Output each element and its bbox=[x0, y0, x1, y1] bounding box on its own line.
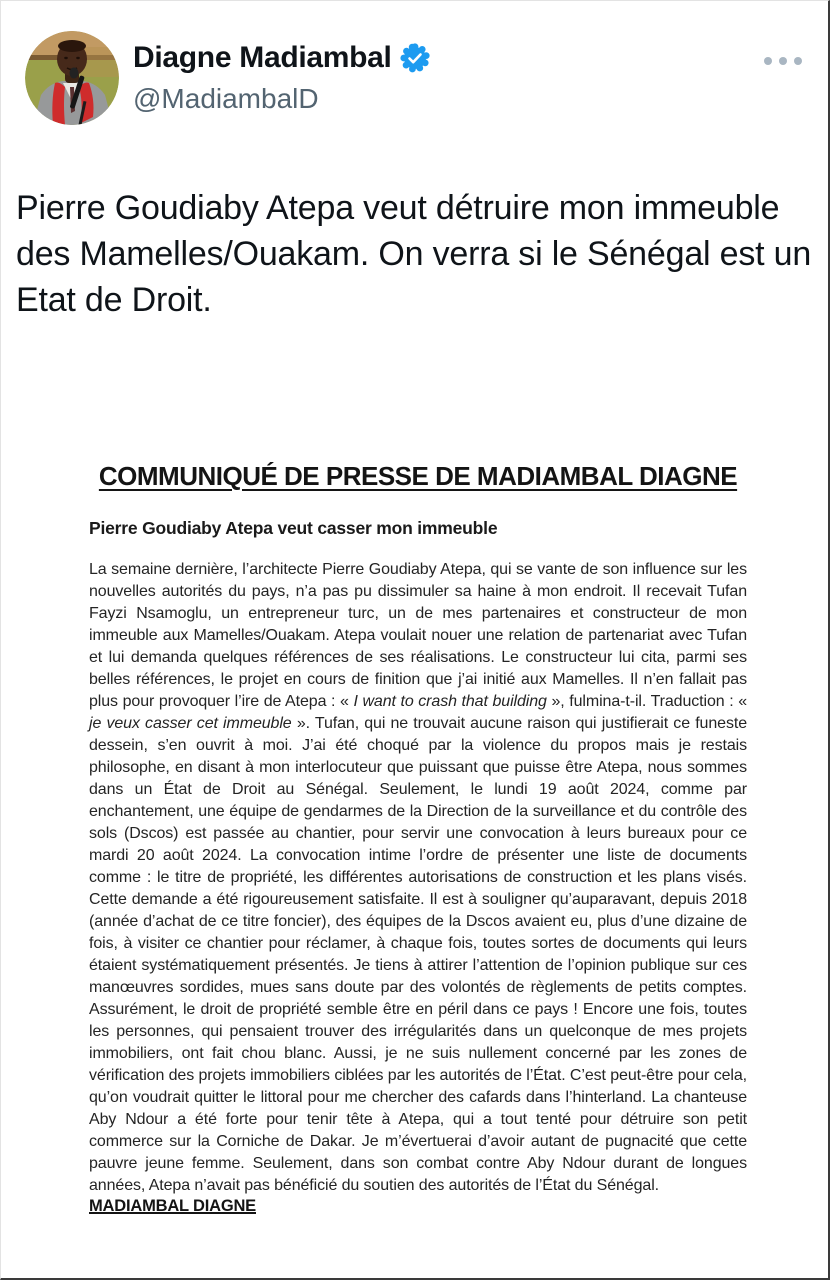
verified-badge-icon bbox=[400, 43, 430, 73]
author-row bbox=[133, 41, 430, 75]
avatar[interactable] bbox=[25, 31, 119, 125]
document-signature: MADIAMBAL DIAGNE bbox=[89, 1197, 256, 1215]
tweet-text: Pierre Goudiaby Atepa veut détruire mon immeuble des Mamelles/Ouakam. On verra si le Sénégal est un Etat de Droit. bbox=[16, 189, 812, 319]
avatar-image bbox=[25, 31, 119, 125]
author-name[interactable]: Diagne Madiambal bbox=[133, 41, 392, 74]
more-horizontal-icon bbox=[764, 57, 772, 65]
author-handle[interactable]: @MadiambalD bbox=[133, 83, 319, 114]
document-title: COMMUNIQUÉ DE PRESSE DE MADIAMBAL DIAGNE bbox=[98, 461, 738, 491]
more-menu-button[interactable] bbox=[760, 53, 806, 69]
press-release-image[interactable] bbox=[89, 461, 747, 1216]
document-subtitle: Pierre Goudiaby Atepa veut casser mon immeuble bbox=[89, 518, 498, 538]
document-body: La semaine dernière, l’architecte Pierre Goudiaby Atepa, qui se vante de son influence sur les nouvelles autorités du pays, n’a pas pu dissimuler sa haine à mon endroit. Il recevait Tufan Fayzi Nsamoglu, un entrepreneur turc, un de mes partenaires et constructeur de mon immeuble aux Mamelles/Ouakam. Atepa voulait nouer une relation de partenariat avec Tufan et lui demanda quelques références de ses réalisations. Le constructeur lui cita, parmi ses belles références, le projet en cours de finition que j’ai initié aux Mamelles. Il n’en fallait pas plus pour provoquer l’ire de Atepa : « I want to crash that building », fulmina-t-il. Traduction : « je veux casser cet immeuble ». Tufan, qui ne trouvait aucune raison qui justifierait ce funeste dessein, s’en ouvrit à moi. J’ai été choqué par la violence du propos mais je restais philosophe, en disant à mon interlocuteur que puissant que puisse être Atepa, nous sommes dans un État de Droit au Sénégal. Seulement, le lundi 19 août 2024, comme par enchantement, une équipe de gendarmes de la Direction de la surveillance et du contrôle des sols (Dscos) est passée au chantier, pour servir une convocation à leurs bureaux pour ce mardi 20 août 2024. La convocation intime l’ordre de présenter une liste de documents comme : le titre de propriété, les différentes autorisations de construction et les plans visés. Cette demande a été rigoureusement satisfaite. Il est à souligner qu’auparavant, depuis 2018 (année d’achat de ce titre foncier), des équipes de la Dscos avaient eu, plus d’une dizaine de fois, à visiter ce chantier pour réclamer, à chaque fois, toutes sortes de documents qui leurs étaient systématiquement présentés. Je tiens à attirer l’attention de l’opinion publique sur ces manœuvres sordides, mues sans doute par des volontés de règlements de petits comptes. Assurément, le droit de propriété semble être en péril dans ce pays ! Encore une fois, toutes les personnes, qui pensaient trouver des irrégularités dans un quelconque de mes projets immobiliers, ont fait chou blanc. Aussi, je ne suis nullement concerné par les zones de vérification des projets immobiliers ciblées par les autorités de l’État. C’est peut-être pour cela, qu’on voudrait quitter le littoral pour me chercher des cafards dans l’hinterland. La chanteuse Aby Ndour a été forte pour tenir tête à Atepa, qui a tout tenté pour détruire son petit commerce sur la Corniche de Dakar. Je m’évertuerai d’avoir autant de pugnacité que cette pauvre jeune femme. Seulement, dans son combat contre Aby Ndour durant de longues années, Atepa n’avait pas bénéficié du soutien des autorités de l’État du Sénégal. bbox=[89, 561, 748, 1194]
